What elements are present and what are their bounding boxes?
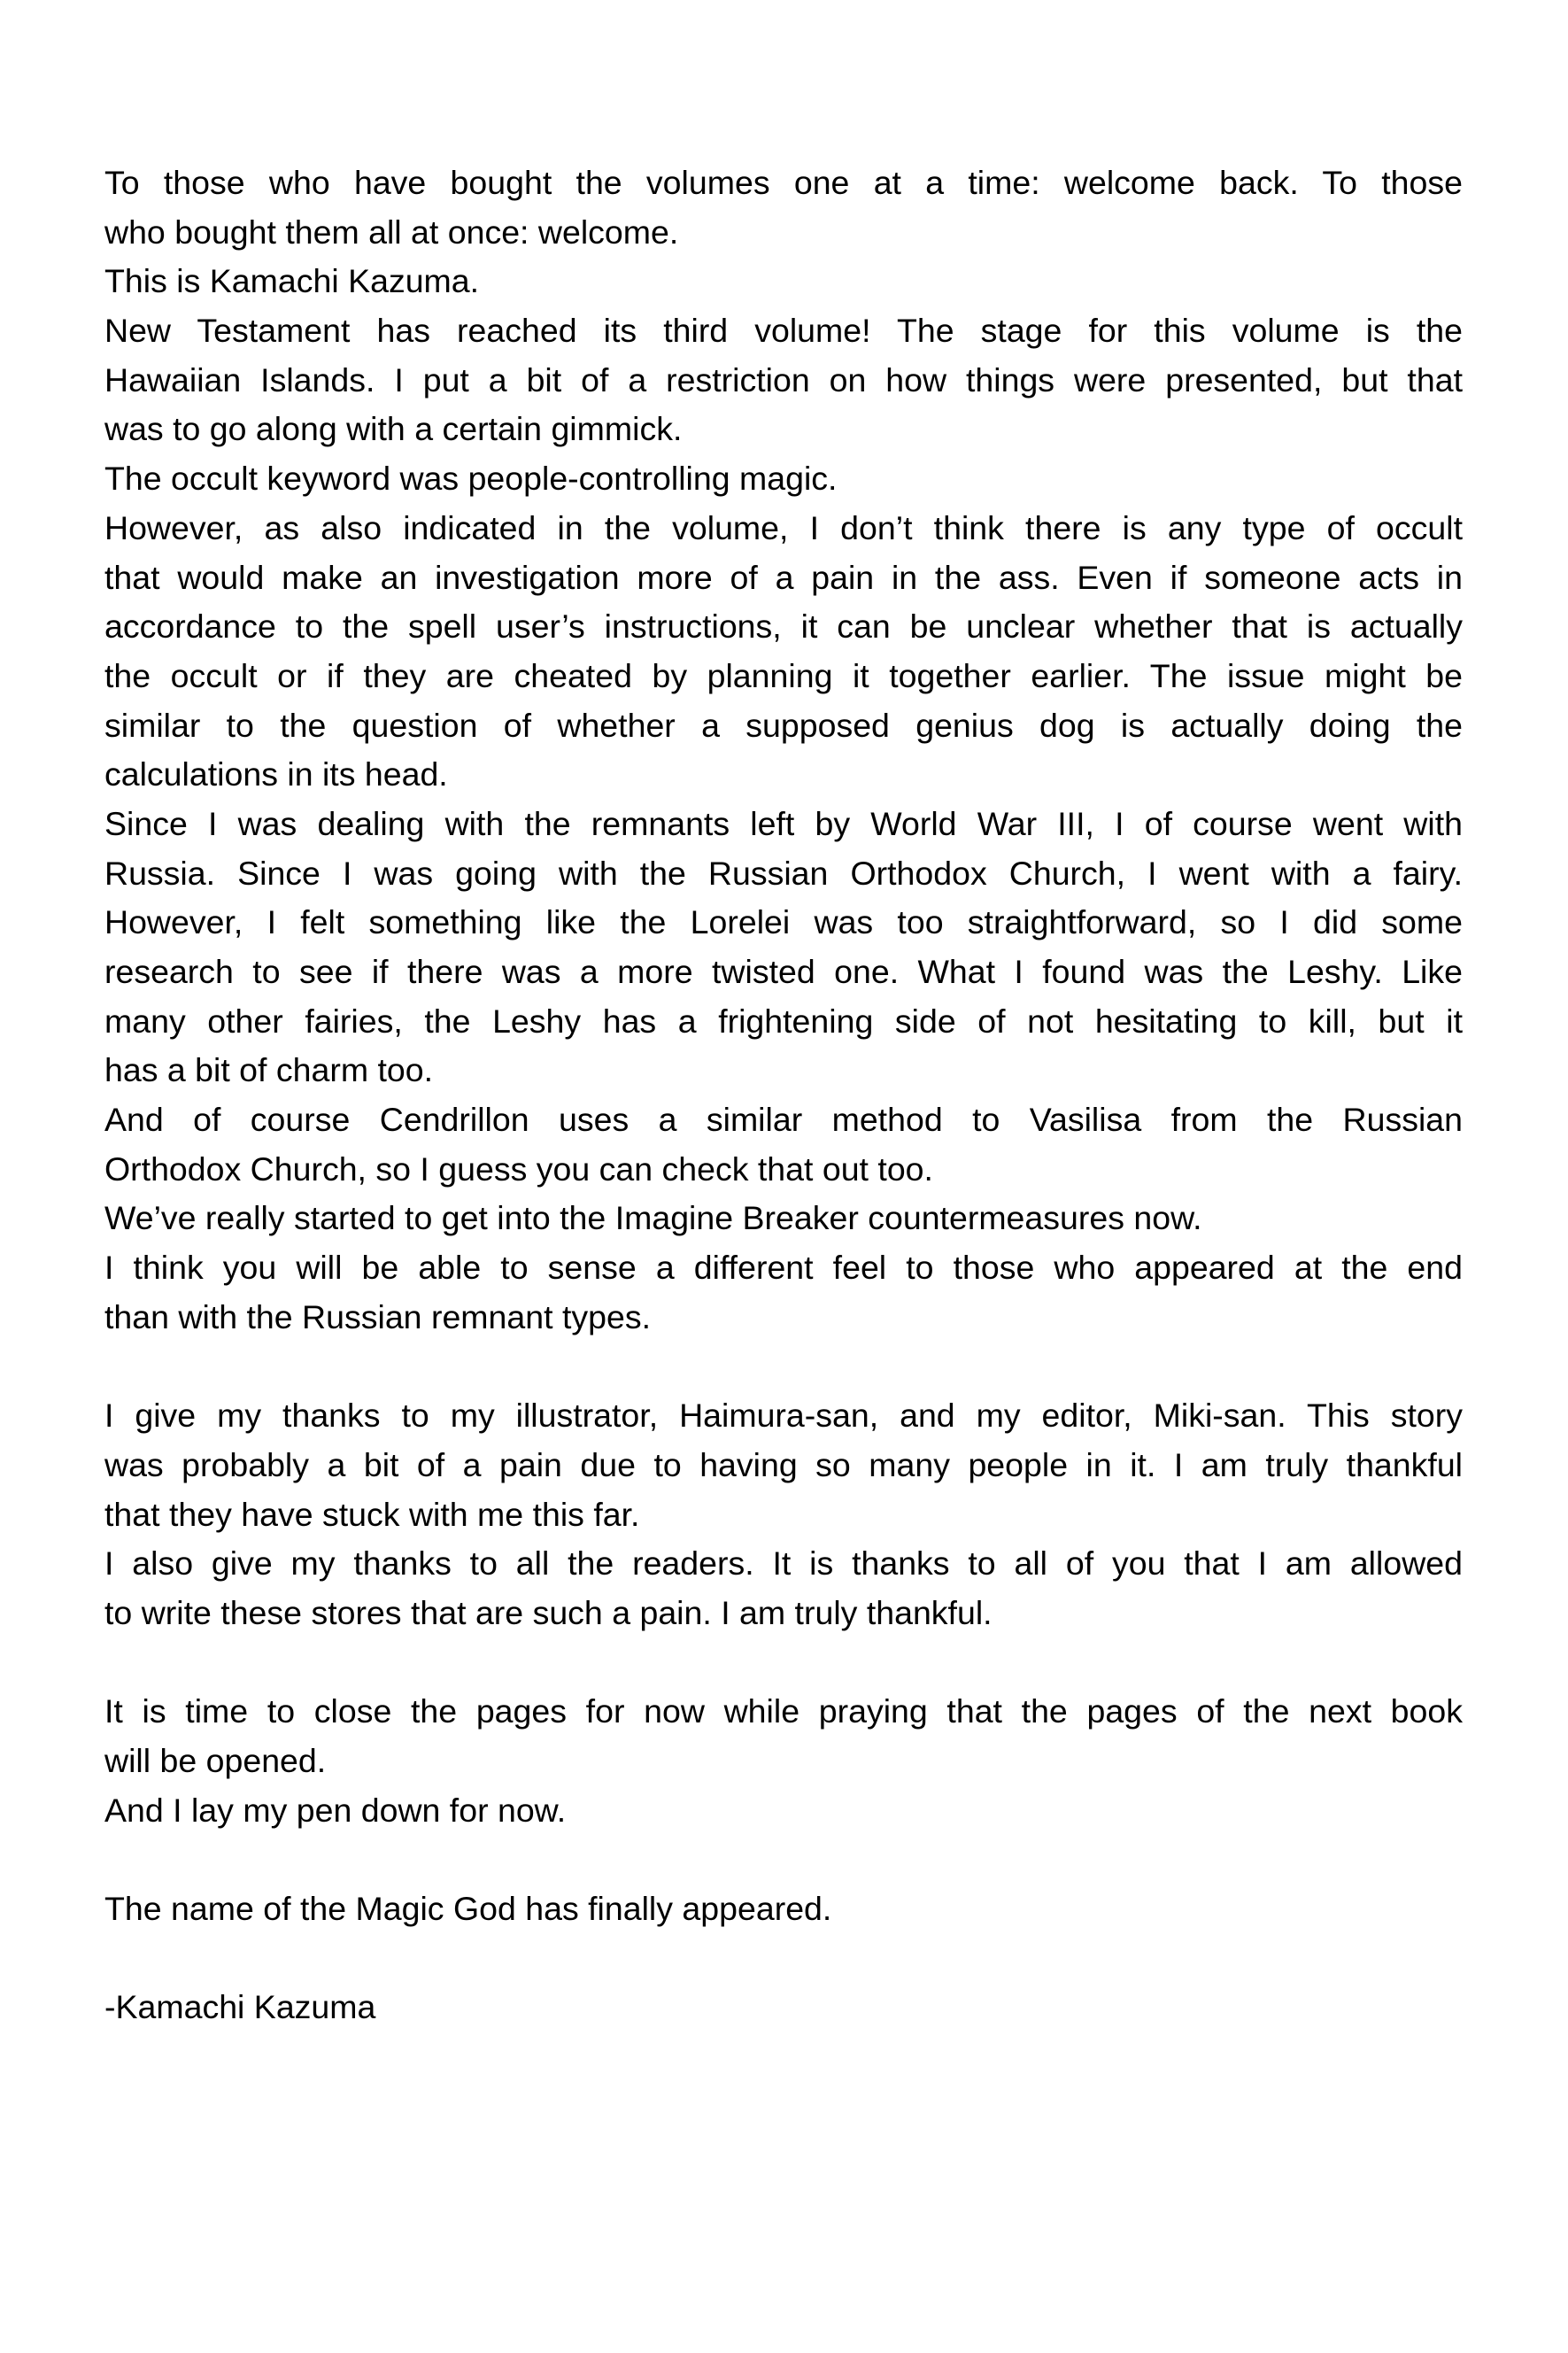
- text-line: research to see if there was a more twisted one. What I found was the Leshy. Like: [104, 953, 1463, 990]
- text-line: the occult or if they are cheated by planning it together earlier. The issue might be: [104, 656, 1463, 694]
- text-line: Orthodox Church, so I guess you can check that out too.: [104, 1149, 933, 1188]
- text-line: It is time to close the pages for now while praying that the pages of the next book: [104, 1692, 1463, 1730]
- text-line: accordance to the spell user’s instructions, it can be unclear whether that is actually: [104, 608, 1463, 646]
- text-line: I give my thanks to my illustrator, Haimura-san, and my editor, Miki-san. This story: [104, 1397, 1463, 1435]
- text-line: The name of the Magic God has finally appeared.: [104, 1890, 832, 1928]
- text-line: will be opened.: [104, 1742, 327, 1779]
- text-line: However, as also indicated in the volume, I don’t think there is any type of occult: [104, 508, 1463, 546]
- text-line: Since I was dealing with the remnants left by World War III, I of course went with: [104, 804, 1463, 842]
- text-line: I also give my thanks to all the readers. It is thanks to all of you that I am allowed: [104, 1544, 1463, 1583]
- blank-line: [104, 1343, 1463, 1392]
- text-line: To those who have bought the volumes one at a time: welcome back. To those: [104, 164, 1463, 201]
- afterword-text: [104, 159, 1463, 2032]
- text-line: And I lay my pen down for now.: [104, 1791, 567, 1829]
- text-line: to write these stores that are such a pain. I am truly thankful.: [104, 1593, 993, 1631]
- text-line: that would make an investigation more of a pain in the ass. Even if someone acts in: [104, 558, 1463, 596]
- text-line: similar to the question of whether a supposed genius dog is actually doing the: [104, 706, 1463, 744]
- text-line: -Kamachi Kazuma: [104, 1988, 376, 2026]
- text-line: that they have stuck with me this far.: [104, 1495, 640, 1533]
- text-line: However, I felt something like the Lorelei was too straightforward, so I did some: [104, 903, 1463, 941]
- blank-line: [104, 1638, 1463, 1688]
- text-line: We’ve really started to get into the Imagine Breaker countermeasures now.: [104, 1199, 1202, 1237]
- text-line: Hawaiian Islands. I put a bit of a restriction on how things were presented, but that: [104, 360, 1463, 399]
- text-line: has a bit of charm too.: [104, 1051, 434, 1089]
- text-line: was to go along with a certain gimmick.: [104, 410, 683, 448]
- text-line: was probably a bit of a pain due to having so many people in it. I am truly thankful: [104, 1445, 1463, 1483]
- text-line: than with the Russian remnant types.: [104, 1297, 651, 1335]
- text-line: The occult keyword was people-controlling magic.: [104, 460, 838, 498]
- text-line: I think you will be able to sense a different feel to those who appeared at the end: [104, 1249, 1463, 1287]
- text-line: And of course Cendrillon uses a similar method to Vasilisa from the Russian: [104, 1101, 1463, 1139]
- text-line: This is Kamachi Kazuma.: [104, 262, 480, 300]
- text-line: Russia. Since I was going with the Russian Orthodox Church, I went with a fairy.: [104, 854, 1463, 892]
- text-line: many other fairies, the Leshy has a frightening side of not hesitating to kill, but it: [104, 1002, 1463, 1040]
- blank-line: [104, 1835, 1463, 1885]
- text-line: New Testament has reached its third volume! The stage for this volume is the: [104, 312, 1463, 350]
- blank-line: [104, 1934, 1463, 1984]
- text-line: calculations in its head.: [104, 755, 448, 793]
- text-line: who bought them all at once: welcome.: [104, 213, 679, 251]
